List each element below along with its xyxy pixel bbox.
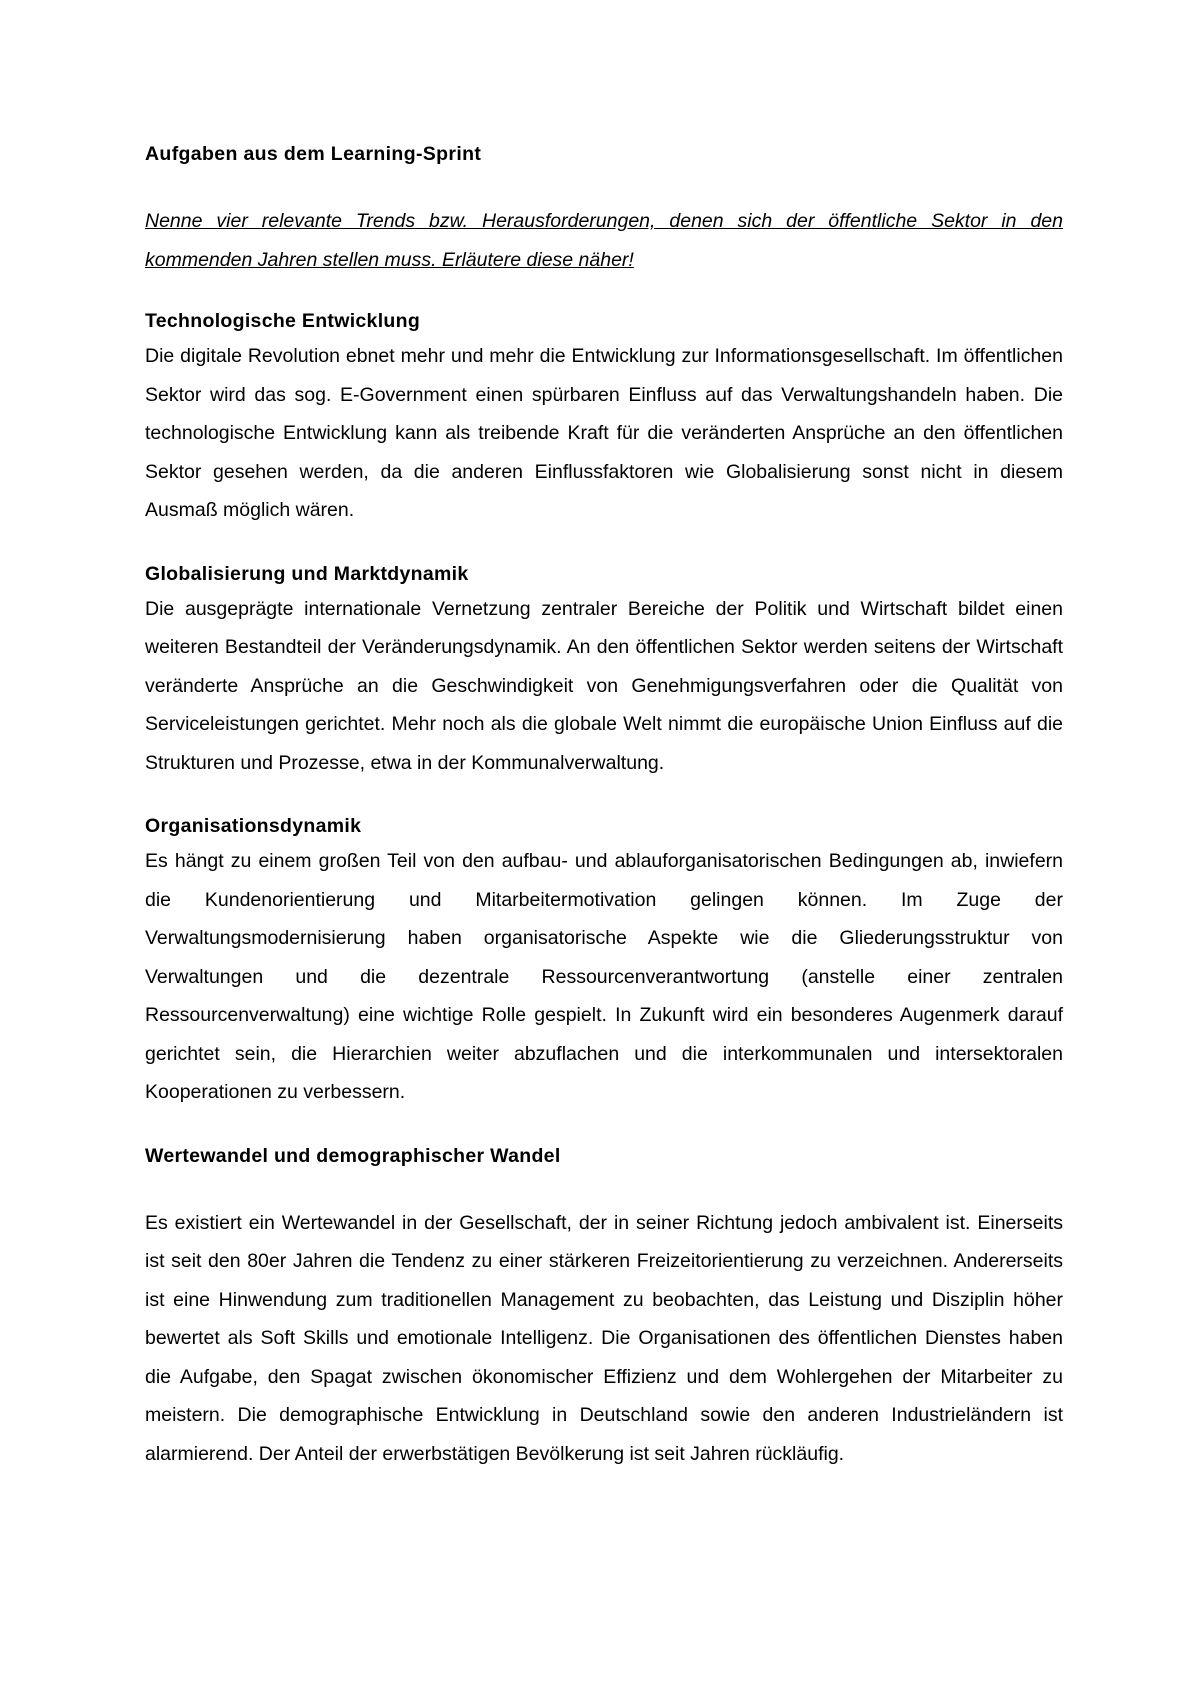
section-heading: Globalisierung und Marktdynamik [145, 562, 469, 585]
section-heading: Organisationsdynamik [145, 815, 362, 837]
section-heading: Technologische Entwicklung [145, 310, 421, 332]
document-page [145, 140, 1063, 1473]
section-body: Es existiert ein Wertewandel in der Gesellschaft, der in seiner Richtung jedoch ambivalent ist. Einerseits ist seit den 80er Jahren die Tendenz zu einer stärkeren Freizeitorientierung zu verzeichnen. Andererseits ist eine Hinwendung zum traditionellen Management zu beobachten, das Leistung und Disziplin höher bewertet als Soft Skills und emotionale Intelligenz. Die Organisationen des öffentlichen Dienstes haben die Aufgabe, den Spagat zwischen ökonomischer Effizienz und dem Wohlergehen der Mitarbeiter zu meistern. Die demographische Entwicklung in Deutschland sowie den anderen Industrieländern ist alarmierend. Der Anteil der erwerbstätigen Bevölkerung ist seit Jahren rückläufig. [145, 1211, 1063, 1465]
section-technologische-entwicklung [145, 305, 1063, 530]
task-prompt: Nenne vier relevante Trends bzw. Herausforderungen, denen sich der öffentliche Sektor in den kommenden Jahren stellen muss. Erläutere diese näher! [145, 210, 1063, 271]
document-title: Aufgaben aus dem Learning-Sprint [145, 143, 482, 165]
section-body: Die ausgeprägte internationale Vernetzung zentraler Bereiche der Politik und Wirtschaft bildet einen weiteren Bestandteil der Veränderungsdynamik. An den öffentlichen Sektor werden seitens der Wirtschaft veränderte Ansprüche an die Geschwindigkeit von Genehmigungsverfahren oder die Qualität von Serviceleistungen gerichtet. Mehr noch als die globale Welt nimmt die europäische Union Einfluss auf die Strukturen und Prozesse, etwa in der Kommunalverwaltung. [145, 597, 1063, 774]
section-organisationsdynamik [145, 810, 1063, 1112]
section-wertewandel-und-demographischer-wandel [145, 1140, 1063, 1474]
section-body: Es hängt zu einem großen Teil von den aufbau- und ablauforganisatorischen Bedingungen ab, inwiefern die Kundenorientierung und Mitarbeitermotivation gelingen können. Im Zuge der Verwaltungsmodernisierung haben organisatorische Aspekte wie die Gliederungsstruktur von Verwaltungen und die dezentrale Ressourcenverantwortung (anstelle einer zentralen Ressourcenverwaltung) eine wichtige Rolle gespielt. In Zukunft wird ein besonderes Augenmerk darauf gerichtet sein, die Hierarchien weiter abzuflachen und die interkommunalen und intersektoralen Kooperationen zu verbessern. [145, 850, 1063, 1103]
section-globalisierung-und-marktdynamik [145, 558, 1063, 783]
section-heading: Wertewandel und demographischer Wandel [145, 1144, 561, 1167]
section-body: Die digitale Revolution ebnet mehr und mehr die Entwicklung zur Informationsgesellschaft. Im öffentlichen Sektor wird das sog. E-Government einen spürbaren Einfluss auf das Verwaltungshandeln haben. Die technologische Entwicklung kann als treibende Kraft für die veränderten Ansprüche an den öffentlichen Sektor gesehen werden, da die anderen Einflussfaktoren wie Globalisierung sonst nicht in diesem Ausmaß möglich wären. [145, 345, 1063, 521]
